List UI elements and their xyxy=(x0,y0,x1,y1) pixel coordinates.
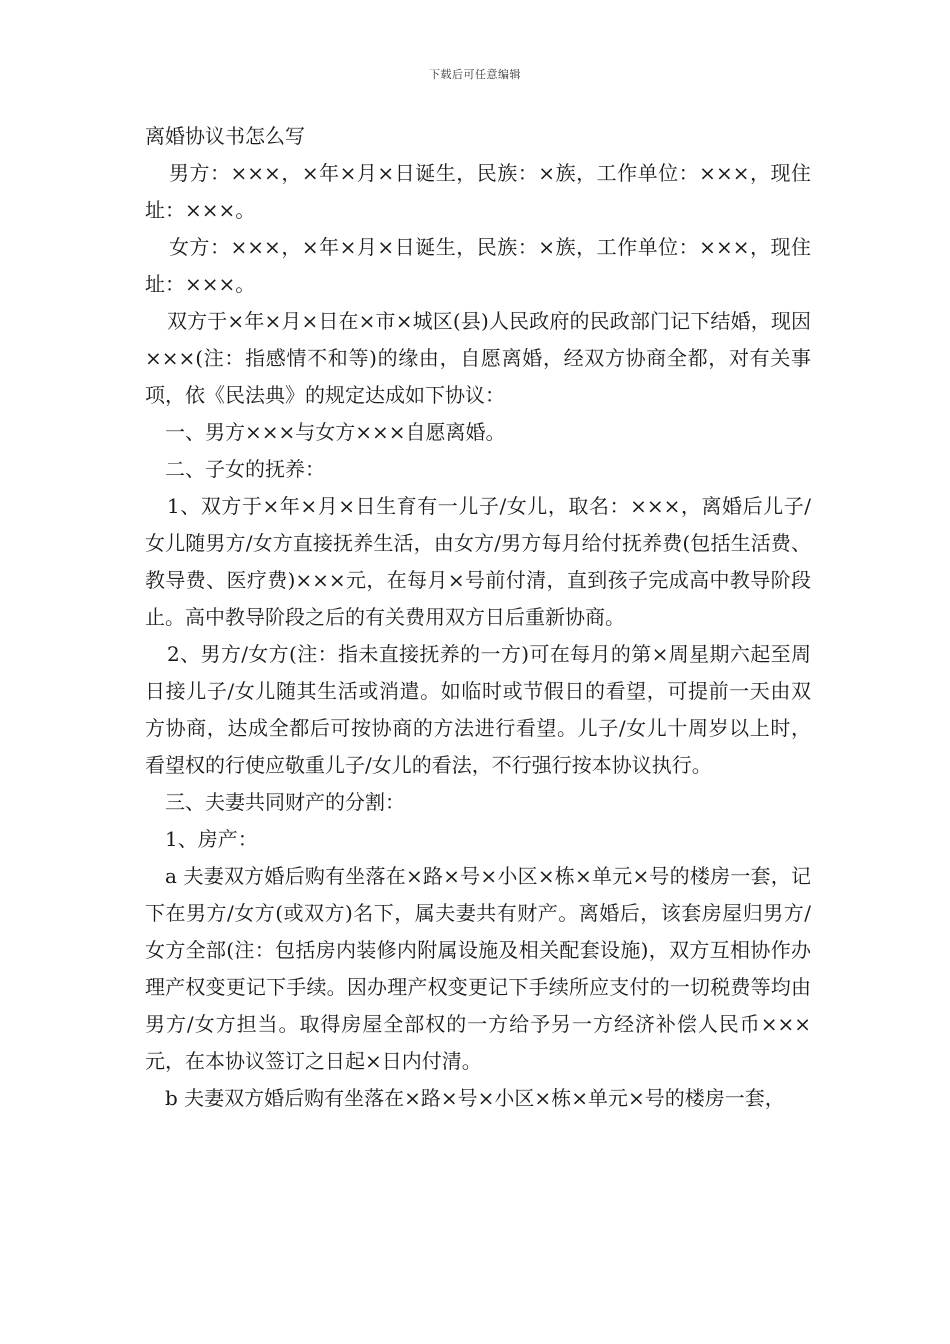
paragraph-section-2-heading: 二、子女的抚养： xyxy=(165,457,325,481)
paragraph-section-2-item-2: 2、男方/女方(注：指未直接抚养的一方)可在每月的第×周星期六起至周日接儿子/女儿随其生活或消遣。如临时或节假日的看望，可提前一天由双方协商，达成全都后可按协商的方法进行看望。儿子/女儿十周岁以上时，看望权的行使应敬重儿子/女儿的看法，不行强行按本协议执行。 xyxy=(145,642,811,777)
paragraph-section-3-heading: 三、夫妻共同财产的分割： xyxy=(165,790,405,814)
paragraph-male-party: 男方：×××，×年×月×日诞生，民族：×族，工作单位：×××，现住址：×××。 xyxy=(145,161,811,222)
paragraph-section-3-item-a: a 夫妻双方婚后购有坐落在×路×号×小区×栋×单元×号的楼房一套，记下在男方/女方(或双方)名下，属夫妻共有财产。离婚后，该套房屋归男方/女方全部(注：包括房内装修内附属设施及相关配套设施)，双方互相协作办理产权变更记下手续。因办理产权变更记下手续所应支付的一切税费等均由男方/女方担当。取得房屋全部权的一方给予另一方经济补偿人民币×××元，在本协议签订之日起×日内付清。 xyxy=(145,864,811,1073)
paragraph-section-3-item-b: b 夫妻双方婚后购有坐落在×路×号×小区×栋×单元×号的楼房一套， xyxy=(165,1086,785,1110)
paragraph-female-party: 女方：×××，×年×月×日诞生，民族：×族，工作单位：×××，现住址：×××。 xyxy=(145,235,811,296)
document-title: 离婚协议书怎么写 xyxy=(145,124,305,148)
header-note: 下载后可任意编辑 xyxy=(429,68,521,81)
paragraph-preamble: 双方于×年×月×日在×市×城区(县)人民政府的民政部门记下结婚，现因×××(注：指感情不和等)的缘由，自愿离婚，经双方协商全都，对有关事项，依《民法典》的规定达成如下协议： xyxy=(145,309,811,407)
paragraph-section-1: 一、男方×××与女方×××自愿离婚。 xyxy=(165,420,506,444)
paragraph-section-2-item-1: 1、双方于×年×月×日生育有一儿子/女儿，取名：×××，离婚后儿子/女儿随男方/女方直接抚养生活，由女方/男方每月给付抚养费(包括生活费、教导费、医疗费)×××元，在每月×号前付清，直到孩子完成高中教导阶段止。高中教导阶段之后的有关费用双方日后重新协商。 xyxy=(145,494,811,629)
document-body xyxy=(145,118,811,1117)
paragraph-section-3-item-1: 1、房产： xyxy=(165,827,258,851)
